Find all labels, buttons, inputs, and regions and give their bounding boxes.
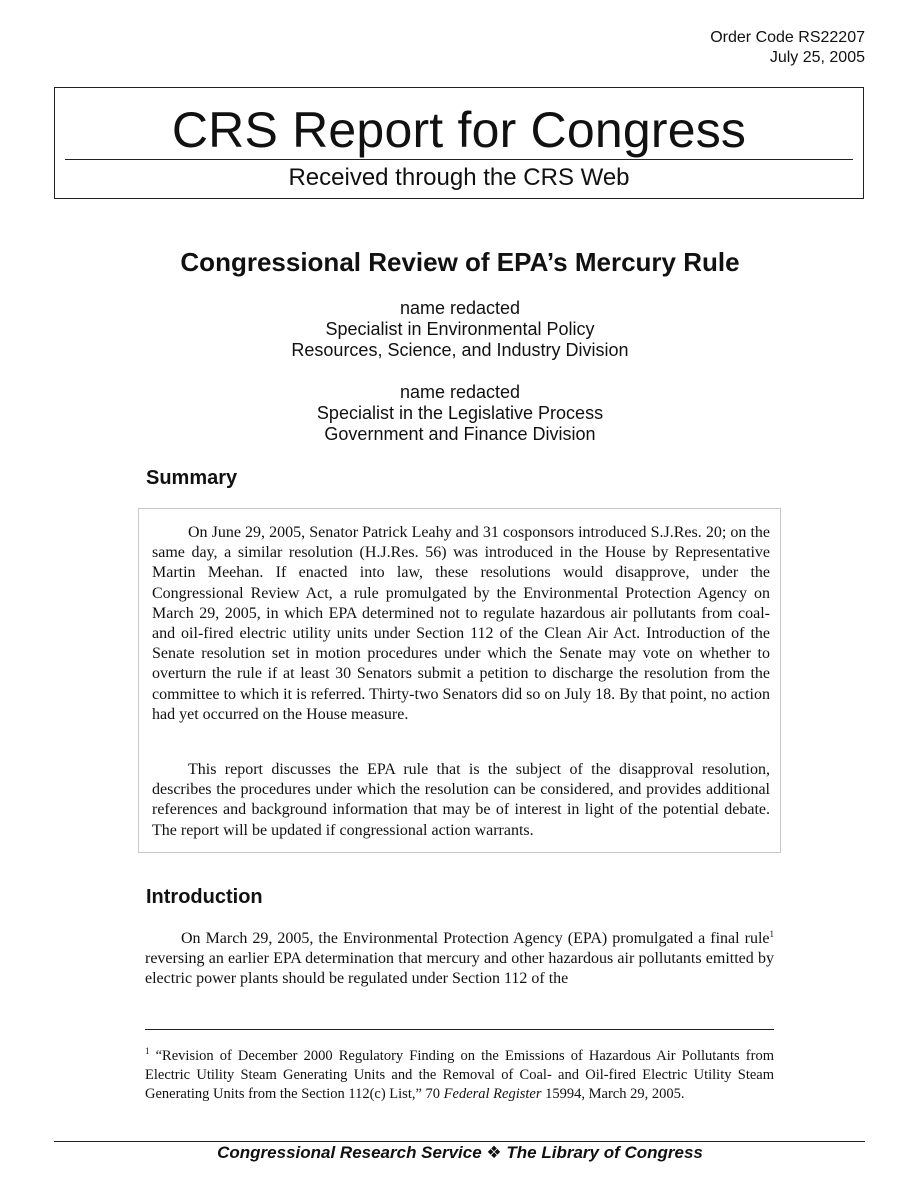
- footnote-text: 15994, March 29, 2005.: [541, 1086, 685, 1102]
- author-name: name redacted: [399, 298, 521, 318]
- author-title: Specialist in the Legislative Process: [316, 403, 604, 423]
- introduction-paragraph: [145, 929, 774, 990]
- summary-paragraph: This report discusses the EPA rule that is the subject of the disapproval resolution, describes the procedures under which the resolution can be considered, and provides additional references and background information that may be of interest in light of the potential debate. The report will be updated if congressional action warrants.: [152, 761, 770, 839]
- summary-heading: Summary: [146, 467, 238, 489]
- author-block: [0, 382, 920, 445]
- author-name: name redacted: [399, 382, 521, 402]
- footnote-text: “Revision of December 2000 Regulatory Finding on the Emissions of Hazardous Air Pollutants from Electric Utility Steam Generating Units and the Removal of Coal- and Oil-fired Electric Utility Steam Generating Units from the Section 112(c) List,” 70: [145, 1048, 774, 1102]
- footnote-divider: [145, 1029, 774, 1030]
- summary-box: [138, 508, 781, 853]
- paragraph-text: On March 29, 2005, the Environmental Protection Agency (EPA) promulgated a final rule: [181, 930, 770, 947]
- author-division: Government and Finance Division: [324, 424, 596, 444]
- introduction-heading: Introduction: [146, 886, 263, 908]
- report-date: July 25, 2005: [769, 49, 865, 66]
- page-footer: [0, 1143, 920, 1163]
- summary-paragraph: On June 29, 2005, Senator Patrick Leahy and 31 cosponsors introduced S.J.Res. 20; on the same day, a similar resolution (H.J.Res. 56) was introduced in the House by Representative Martin Meehan. If enacted into law, these resolutions would disapprove, under the Congressional Review Act, a rule promulgated by the Environmental Protection Agency on March 29, 2005, in which EPA determined not to regulate hazardous air pollutants from coal- and oil-fired electric utility units under Section 112 of the Clean Air Act. Introduction of the Senate resolution set in motion procedures under which the Senate may vote on whether to overturn the rule if at least 30 Senators submit a petition to discharge the resolution from the committee to which it is referred. Thirty-two Senators did so on July 18. By that point, no action had yet occurred on the House measure.: [152, 524, 770, 723]
- paragraph-text: reversing an earlier EPA determination that mercury and other hazardous air pollutants emitted by electric power plants should be regulated under Section 112 of the: [145, 950, 774, 988]
- footnote-publication: Federal Register: [443, 1086, 542, 1102]
- footer-right: The Library of Congress: [506, 1143, 703, 1162]
- author-division: Resources, Science, and Industry Division: [291, 340, 629, 360]
- banner-title: CRS Report for Congress: [171, 102, 747, 158]
- footer-divider: [54, 1141, 865, 1142]
- order-code: Order Code RS22207: [710, 29, 865, 46]
- footnote: [145, 1047, 774, 1104]
- footnote-number: 1: [145, 1046, 150, 1056]
- report-banner: [54, 87, 864, 199]
- author-block: [0, 298, 920, 361]
- banner-divider: [65, 159, 853, 160]
- diamond-separator-icon: ❖: [486, 1143, 502, 1162]
- footer-left: Congressional Research Service: [217, 1143, 482, 1162]
- footnote-reference[interactable]: 1: [769, 929, 774, 939]
- author-title: Specialist in Environmental Policy: [325, 319, 595, 339]
- document-title: Congressional Review of EPA’s Mercury Rule: [180, 247, 740, 277]
- banner-subtitle: Received through the CRS Web: [288, 164, 630, 191]
- order-code-block: [710, 28, 865, 68]
